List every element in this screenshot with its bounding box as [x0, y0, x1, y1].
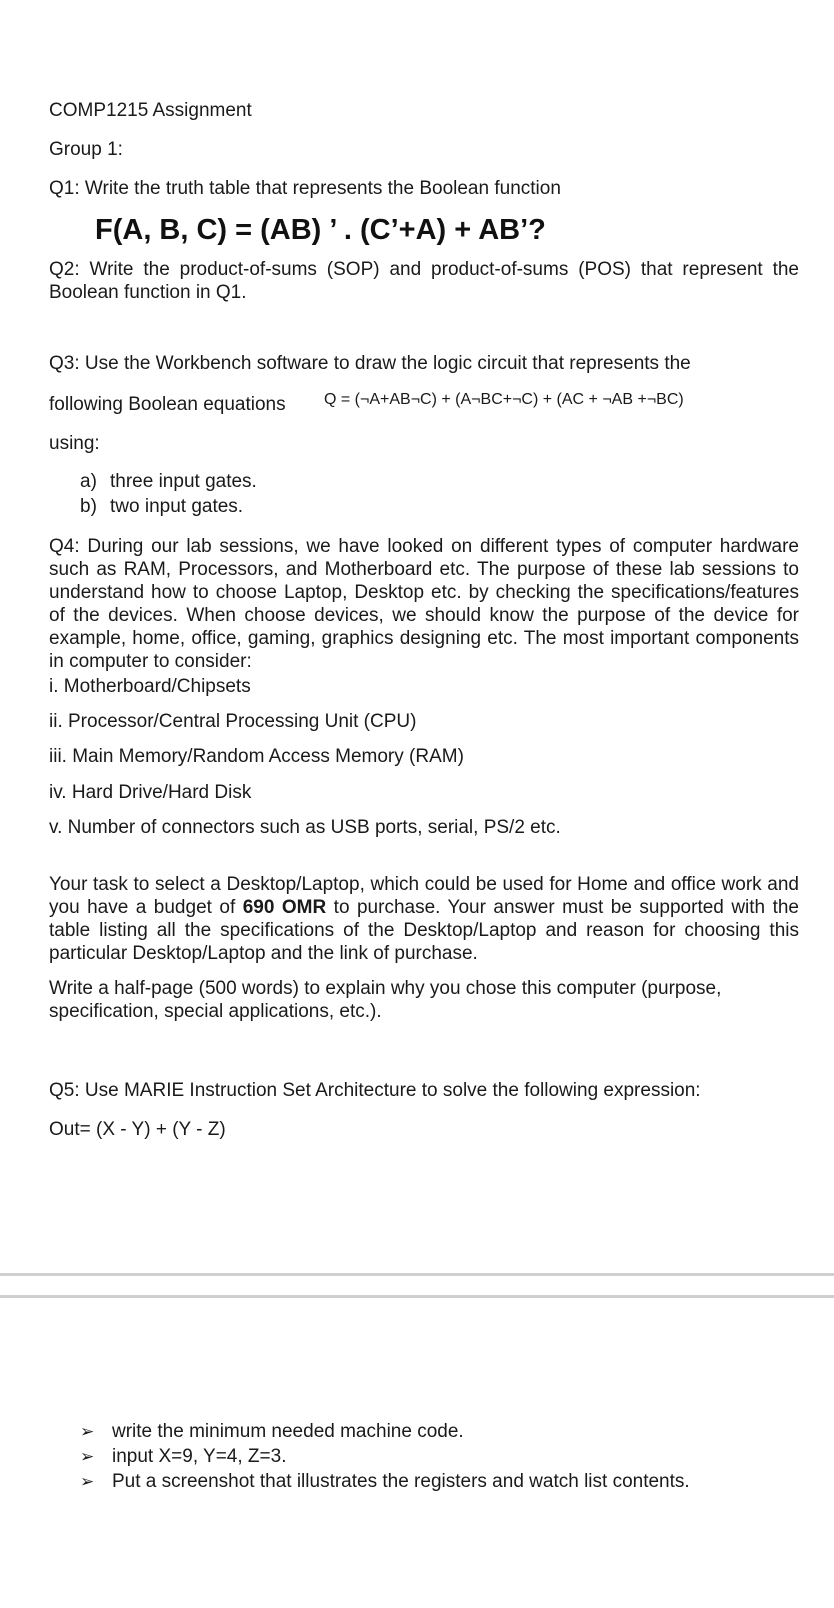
q3-option-a	[80, 470, 800, 493]
q4-component-3: iii. Main Memory/Random Access Memory (RAM)	[49, 746, 464, 767]
q5-text: Q5: Use MARIE Instruction Set Architecture to solve the following expression:	[49, 1080, 701, 1101]
option-marker: b)	[80, 496, 97, 517]
q4-component-5: v. Number of connectors such as USB ports, serial, PS/2 etc.	[49, 817, 561, 838]
option-text: three input gates.	[110, 471, 257, 492]
option-marker: a)	[80, 471, 97, 492]
arrow-bullet-icon: ➢	[80, 1472, 95, 1491]
q3-line2: following Boolean equations	[49, 394, 286, 415]
q5-expression: Out= (X - Y) + (Y - Z)	[49, 1119, 226, 1140]
q4-essay: Write a half-page (500 words) to explain why you chose this computer (purpose, specification, special applications, etc.).	[49, 978, 722, 1022]
course-title: COMP1215 Assignment	[49, 100, 252, 121]
q1-formula: F(A, B, C) = (AB) ’ . (C’+A) + AB’?	[95, 214, 546, 246]
q4-paragraph: Q4: During our lab sessions, we have looked on different types of computer hardware such as RAM, Processors, and Motherboard etc. The purpose of these lab sessions to understand how to choose Laptop, Desktop etc. by checking the specifications/features of the devices. When choose devices, we should know the purpose of the device for example, home, office, gaming, graphics designing etc. The most important components in computer to consider:	[49, 536, 799, 672]
arrow-bullet-icon: ➢	[80, 1447, 95, 1466]
bullet-text: write the minimum needed machine code.	[112, 1421, 464, 1442]
budget-value: 690 OMR	[242, 897, 327, 918]
q3-equation: Q = (¬A+AB¬C) + (A¬BC+¬C) + (AC + ¬AB +¬BC)	[324, 391, 684, 408]
q4-component-4: iv. Hard Drive/Hard Disk	[49, 782, 252, 803]
q3-option-b	[80, 495, 800, 518]
task-text-after: to purchase. Your answer must be supported with the table listing all the specifications of the Desktop/Laptop and reason for choosing this particular Desktop/Laptop and the link of purchase.	[49, 897, 799, 964]
task-text-before: Your task to select a Desktop/Laptop, which could be used for Home and office work and you have a budget of	[49, 874, 799, 918]
arrow-bullet-icon: ➢	[80, 1422, 95, 1441]
bullet-text: Put a screenshot that illustrates the registers and watch list contents.	[112, 1471, 690, 1492]
page-divider-bottom	[0, 1295, 834, 1298]
bullet-text: input X=9, Y=4, Z=3.	[112, 1446, 287, 1467]
q1-text: Q1: Write the truth table that represents the Boolean function	[49, 178, 561, 199]
page-divider-top	[0, 1273, 834, 1276]
q3-line1: Q3: Use the Workbench software to draw the logic circuit that represents the	[49, 353, 691, 374]
q5-bullet-1	[80, 1420, 820, 1443]
q3-using: using:	[49, 433, 100, 454]
q4-task	[49, 873, 799, 965]
q5-bullet-3	[80, 1470, 820, 1493]
q4-component-2: ii. Processor/Central Processing Unit (CPU)	[49, 711, 417, 732]
q4-component-1: i. Motherboard/Chipsets	[49, 676, 251, 697]
group-label: Group 1:	[49, 139, 123, 160]
option-text: two input gates.	[110, 496, 244, 517]
q2-text: Q2: Write the product-of-sums (SOP) and product-of-sums (POS) that represent the Boolean function in Q1.	[49, 259, 799, 303]
q5-bullet-2	[80, 1445, 820, 1468]
